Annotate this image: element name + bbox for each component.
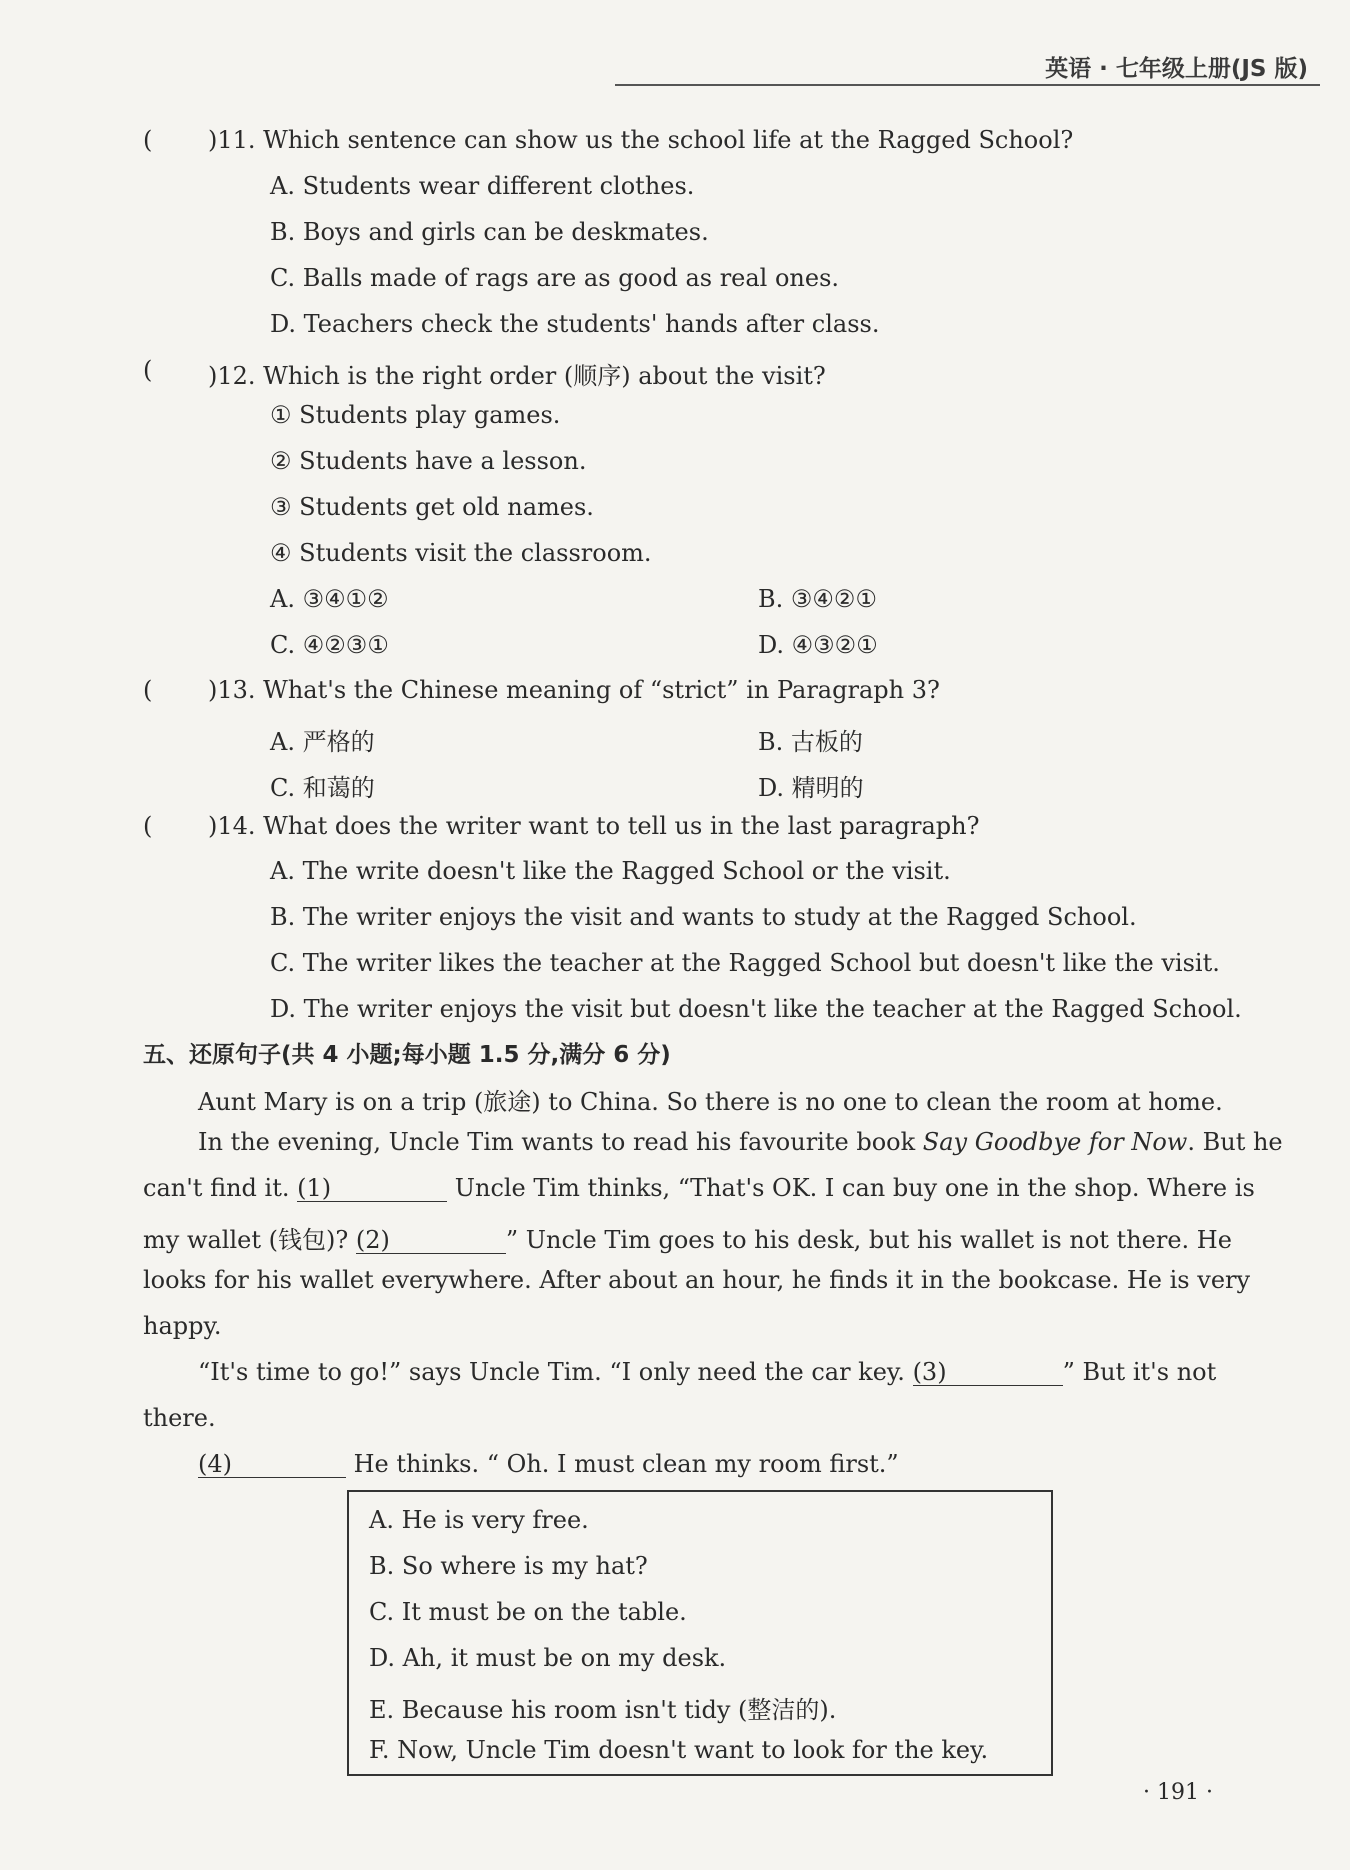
passage-text: “It's time to go!” says Uncle Tim. “I only need the car key. <box>198 1358 913 1386</box>
passage-text: He thinks. “ Oh. I must clean my room first.” <box>346 1450 899 1478</box>
box-option-c: C. It must be on the table. <box>369 1598 687 1626</box>
answer-paren: ( <box>143 676 153 704</box>
passage-line: looks for his wallet everywhere. After about an hour, he finds it in the bookcase. He is very <box>143 1266 1251 1294</box>
question-text: )13. What's the Chinese meaning of “strict” in Paragraph 3? <box>208 676 940 704</box>
options-box <box>347 1490 1053 1776</box>
q11-option-d: D. Teachers check the students' hands after class. <box>270 310 880 338</box>
passage-text: my wallet (钱包)? <box>143 1226 356 1254</box>
passage-line <box>143 1174 1255 1202</box>
passage-line <box>143 1220 1232 1255</box>
box-option-b: B. So where is my hat? <box>369 1552 648 1580</box>
q11-option-c: C. Balls made of rags are as good as real ones. <box>270 264 840 292</box>
q14-option-d: D. The writer enjoys the visit but doesn't like the teacher at the Ragged School. <box>270 995 1242 1023</box>
q12-option-c: C. ④②③① <box>270 631 389 659</box>
book-title: Say Goodbye for Now <box>922 1128 1188 1156</box>
box-option-f: F. Now, Uncle Tim doesn't want to look for the key. <box>369 1736 989 1764</box>
passage-text: Uncle Tim thinks, “That's OK. I can buy one in the shop. Where is <box>447 1174 1255 1202</box>
q12-step-3: ③ Students get old names. <box>270 493 594 521</box>
q13-option-d: D. 精明的 <box>758 774 864 802</box>
passage-text: ” Uncle Tim goes to his desk, but his wallet is not there. He <box>505 1226 1232 1254</box>
q12-option-d: D. ④③②① <box>758 631 878 659</box>
passage-line <box>198 1358 1216 1386</box>
blank-1[interactable]: (1) <box>297 1175 447 1202</box>
q14-option-b: B. The writer enjoys the visit and wants to study at the Ragged School. <box>270 903 1137 931</box>
passage-line <box>198 1128 1283 1156</box>
page-number: · 191 · <box>1143 1780 1213 1805</box>
box-option-e: E. Because his room isn't tidy (整洁的). <box>369 1696 837 1724</box>
q13-option-a: A. 严格的 <box>270 728 375 756</box>
box-option-d: D. Ah, it must be on my desk. <box>369 1644 727 1672</box>
question-text: )11. Which sentence can show us the school life at the Ragged School? <box>208 126 1074 154</box>
q12-step-4: ④ Students visit the classroom. <box>270 539 652 567</box>
blank-4[interactable]: (4) <box>198 1451 346 1478</box>
q14-option-a: A. The write doesn't like the Ragged School or the visit. <box>270 857 951 885</box>
q11-option-a: A. Students wear different clothes. <box>270 172 695 200</box>
q12-step-2: ② Students have a lesson. <box>270 447 587 475</box>
q13-option-c: C. 和蔼的 <box>270 774 375 802</box>
passage-text: ” But it's not <box>1062 1358 1217 1386</box>
answer-paren: ( <box>143 812 153 840</box>
passage-line: happy. <box>143 1312 222 1340</box>
section-title: 五、还原句子(共 4 小题;每小题 1.5 分,满分 6 分) <box>143 1042 671 1068</box>
header-rule <box>615 84 1320 86</box>
q14-option-c: C. The writer likes the teacher at the Ragged School but doesn't like the visit. <box>270 949 1220 977</box>
header-title: 英语 · 七年级上册(JS 版) <box>1045 56 1308 82</box>
answer-paren: ( <box>143 356 153 384</box>
passage-line <box>198 1450 899 1478</box>
q12-step-1: ① Students play games. <box>270 401 561 429</box>
q12-option-b: B. ③④②① <box>758 585 877 613</box>
answer-paren: ( <box>143 126 153 154</box>
blank-3[interactable]: (3) <box>913 1359 1063 1386</box>
q13-option-b: B. 古板的 <box>758 728 863 756</box>
passage-text: . But he <box>1187 1128 1283 1156</box>
passage-line: Aunt Mary is on a trip (旅途) to China. So there is no one to clean the room at home. <box>198 1088 1223 1116</box>
box-option-a: A. He is very free. <box>369 1506 589 1534</box>
question-text: )12. Which is the right order (顺序) about the visit? <box>208 362 826 390</box>
passage-line: there. <box>143 1404 216 1432</box>
passage-text: In the evening, Uncle Tim wants to read his favourite book <box>198 1128 923 1156</box>
question-text: )14. What does the writer want to tell us in the last paragraph? <box>208 812 980 840</box>
q12-option-a: A. ③④①② <box>270 585 389 613</box>
blank-2[interactable]: (2) <box>356 1227 506 1254</box>
q11-option-b: B. Boys and girls can be deskmates. <box>270 218 709 246</box>
passage-text: can't find it. <box>143 1174 298 1202</box>
